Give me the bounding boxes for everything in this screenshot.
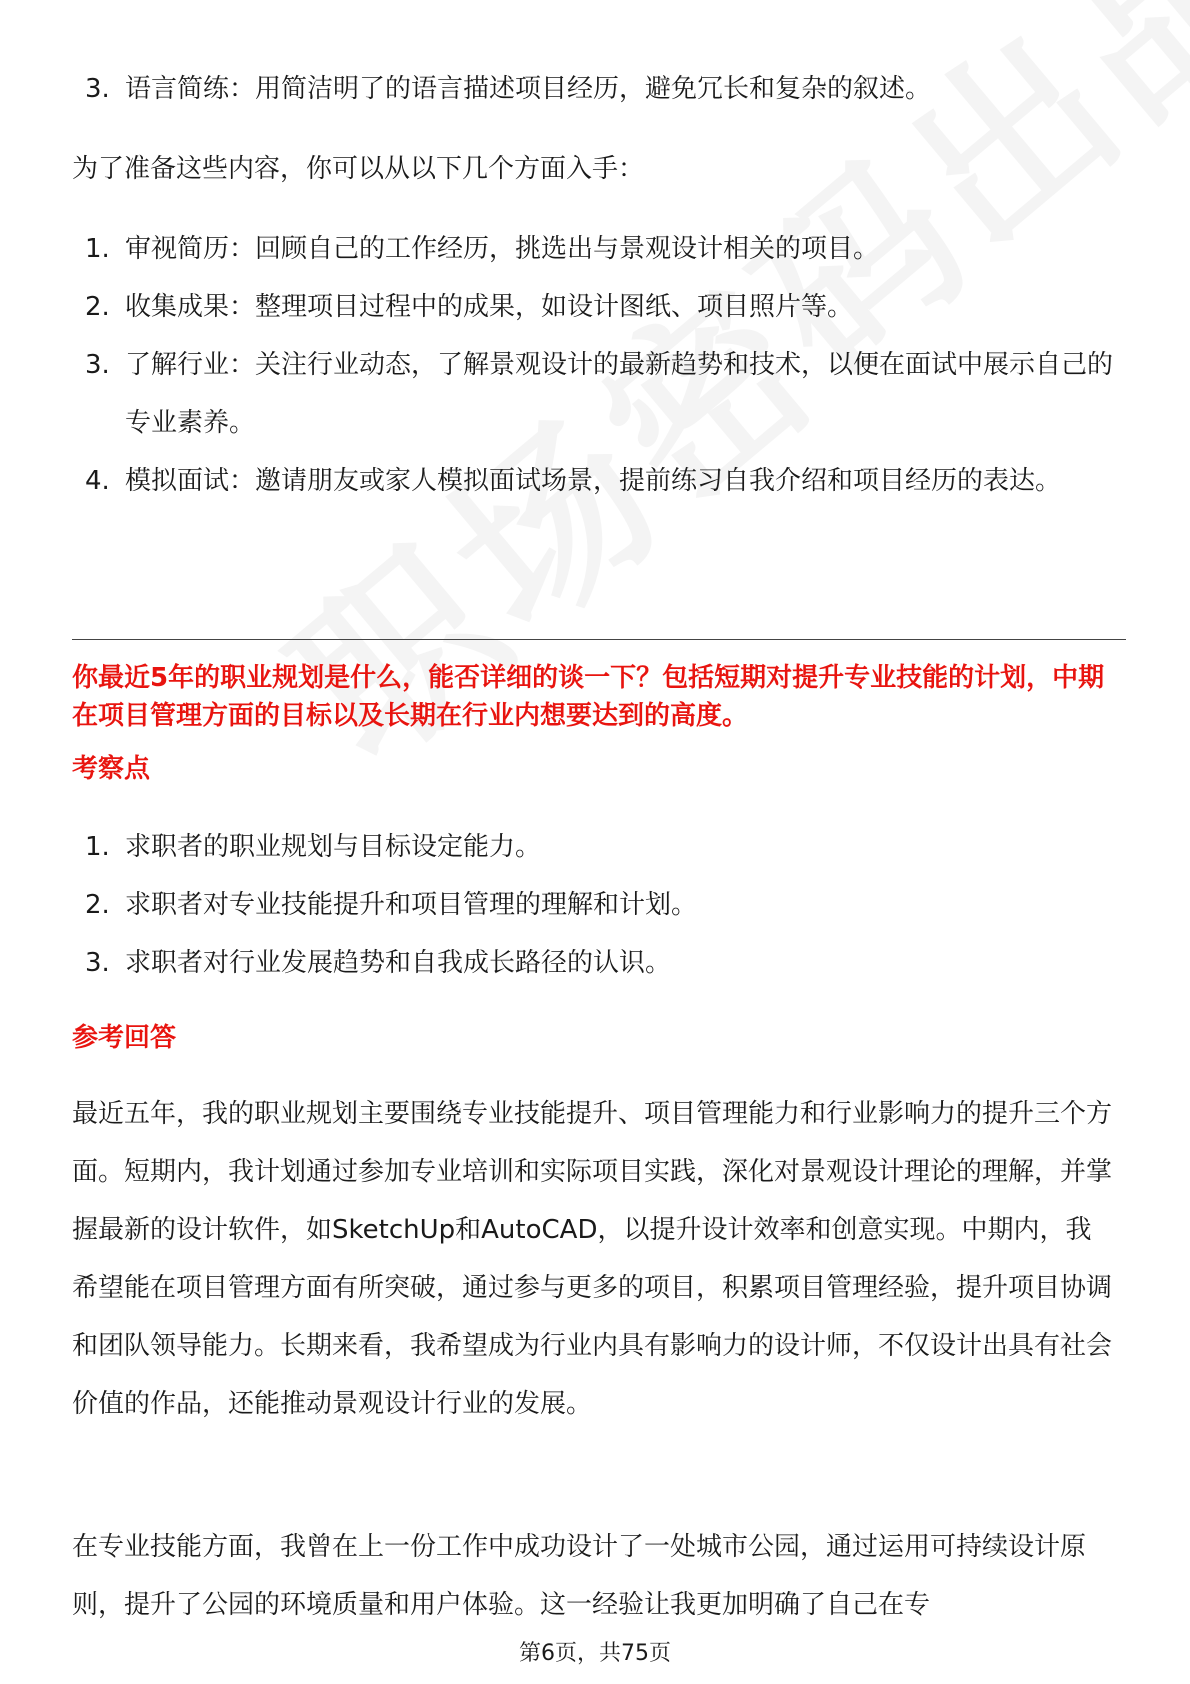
list-text: 求职者的职业规划与目标设定能力。 xyxy=(125,832,542,862)
answer-paragraph: 在专业技能方面，我曾在上一份工作中成功设计了一处城市公园，通过运用可持续设计原则，提升了公园的环境质量和用户体验。这一经验让我更加明确了自己在专 xyxy=(72,1532,1087,1620)
answer-paragraph: 最近五年，我的职业规划主要围绕专业技能提升、项目管理能力和行业影响力的提升三个方面。短期内，我计划通过参加专业培训和实际项目实践，深化对景观设计理论的理解，并掌握最新的设计软件，如SketchUp和AutoCAD，以提升设计效率和创意实现。中期内，我希望能在项目管理方面有所突破，通过参与更多的项目，积累项目管理经验，提升项目协调和团队领导能力。长期来看，我希望成为行业内具有影响力的设计师，不仅设计出具有社会价值的作品，还能推动景观设计行业的发展。 xyxy=(72,1099,1113,1419)
list-number: 2. xyxy=(85,890,110,920)
list-number: 2. xyxy=(85,292,110,322)
list-number: 1. xyxy=(85,832,110,862)
list-number: 3. xyxy=(85,948,110,978)
list-number: 3. xyxy=(85,350,110,380)
list-text: 求职者对行业发展趋势和自我成长路径的认识。 xyxy=(125,948,672,978)
divider xyxy=(72,639,1126,640)
list-text: 收集成果：整理项目过程中的成果，如设计图纸、项目照片等。 xyxy=(125,292,854,322)
list-text: 求职者对专业技能提升和项目管理的理解和计划。 xyxy=(125,890,698,920)
list-text: 审视简历：回顾自己的工作经历，挑选出与景观设计相关的项目。 xyxy=(125,234,880,264)
answer-section-title: 参考回答 xyxy=(72,1023,177,1053)
list-text: 模拟面试：邀请朋友或家人模拟面试场景，提前练习自我介绍和项目经历的表达。 xyxy=(125,466,1062,496)
list-text: 了解行业：关注行业动态，了解景观设计的最新趋势和技术，以便在面试中展示自己的专业素养。 xyxy=(125,350,1114,438)
list-number: 3. xyxy=(85,74,110,104)
list-text: 语言简练：用简洁明了的语言描述项目经历，避免冗长和复杂的叙述。 xyxy=(125,74,932,104)
list-number: 1. xyxy=(85,234,110,264)
question-heading: 你最近5年的职业规划是什么，能否详细的谈一下？包括短期对提升专业技能的计划，中期在项目管理方面的目标以及长期在行业内想要达到的高度。 xyxy=(72,663,1105,731)
page-footer: 第6页，共75页 xyxy=(519,1641,671,1666)
intro-paragraph: 为了准备这些内容，你可以从以下几个方面入手： xyxy=(72,154,645,184)
list-number: 4. xyxy=(85,466,110,496)
focus-section-title: 考察点 xyxy=(72,754,151,784)
